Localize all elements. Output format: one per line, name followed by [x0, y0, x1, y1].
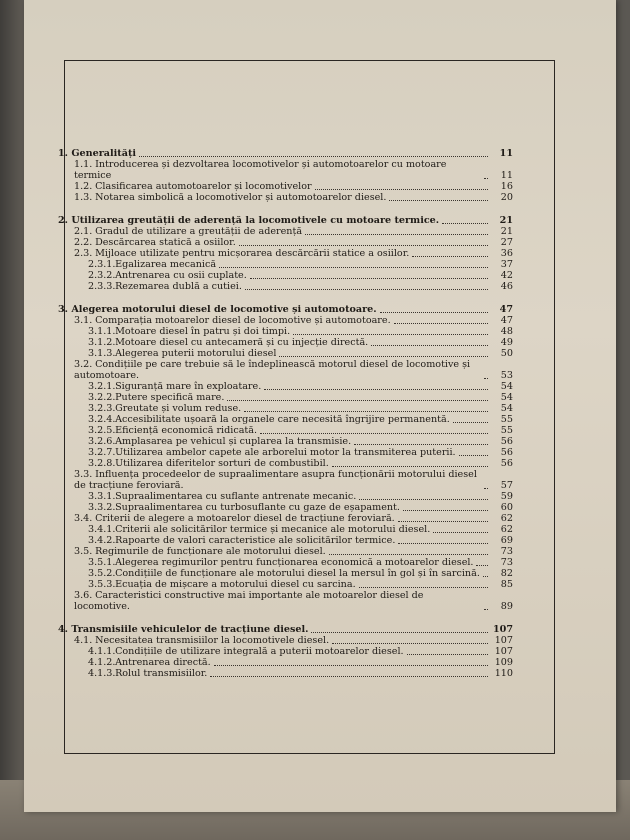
toc-entry-title	[74, 513, 395, 524]
toc-entry-number: 2.	[58, 215, 69, 226]
toc-entry-title-text: Condițiile pe care trebuie să le îndeplinească motorul diesel de locomotive și automotoare.	[74, 359, 471, 381]
toc-entry-s4_1_3[interactable]	[58, 668, 513, 679]
dot-leader	[484, 378, 488, 379]
toc-page-number: 62	[500, 524, 513, 535]
toc-entry-title-text: Antrenarea cu osii cuplate.	[115, 270, 247, 281]
toc-entry-number: 3.5.	[74, 546, 93, 557]
toc-entry-number: 3.4.	[74, 513, 93, 524]
toc-page-number: 85	[500, 579, 513, 590]
toc-entry-title	[88, 579, 356, 590]
toc-entry-number: 3.1.2.	[88, 337, 116, 348]
toc-entry-s3_2_7[interactable]	[58, 447, 513, 458]
toc-entry-title	[74, 315, 391, 326]
toc-entry-title-text: Greutate și volum reduse.	[115, 403, 242, 414]
toc-page-number: 54	[500, 403, 513, 414]
toc-entry-s3_6[interactable]	[58, 590, 513, 612]
dot-leader	[214, 665, 488, 666]
toc-entry-s3_4_2[interactable]	[58, 535, 513, 546]
toc-entry-s3_4[interactable]	[58, 513, 513, 524]
dot-leader	[359, 499, 488, 500]
chapter-spacer	[58, 612, 513, 618]
toc-entry-c3[interactable]	[58, 304, 513, 315]
toc-entry-title-text: Supraalimentarea cu turbosuflante cu gaze de eșapament.	[115, 502, 400, 513]
toc-page-number: 21	[499, 215, 513, 226]
toc-entry-title	[88, 259, 216, 270]
dot-leader	[433, 532, 488, 533]
toc-entry-title-text: Mijloace utilizate pentru micșorarea descărcării statice a osiilor.	[95, 248, 410, 259]
toc-entry-s4_1[interactable]	[58, 635, 513, 646]
toc-entry-title-text: Necesitatea transmisiilor la locomotivele diesel.	[95, 635, 330, 646]
toc-entry-number: 3.5.2.	[88, 568, 116, 579]
toc-entry-number: 3.1.	[74, 315, 93, 326]
toc-entry-s4_1_2[interactable]	[58, 657, 513, 668]
toc-entry-number: 2.3.3.	[88, 281, 116, 292]
toc-entry-s3_5_3[interactable]	[58, 579, 513, 590]
toc-entry-s1_3[interactable]	[58, 192, 513, 203]
toc-entry-s2_3_3[interactable]	[58, 281, 513, 292]
toc-entry-title-text: Antrenarea directă.	[115, 657, 211, 668]
toc-entry-title	[88, 381, 261, 392]
toc-entry-title-text: Caracteristici constructive mai importante ale motoarelor diesel de locomotive.	[74, 590, 424, 612]
toc-entry-number: 3.5.3.	[88, 579, 116, 590]
toc-page-number: 107	[494, 635, 513, 646]
chapter-spacer	[58, 292, 513, 298]
toc-entry-number: 3.3.1.	[88, 491, 116, 502]
toc-entry-number: 4.	[58, 624, 69, 635]
toc-entry-number: 3.2.6.	[88, 436, 116, 447]
toc-entry-number: 3.2.4.	[88, 414, 116, 425]
toc-entry-number: 4.1.	[74, 635, 93, 646]
toc-entry-title-text: Ecuația de mișcare a motorului diesel cu sarcina.	[115, 579, 356, 590]
toc-entry-title	[74, 590, 481, 612]
toc-entry-title	[58, 304, 377, 315]
toc-entry-title-text: Rolul transmisiilor.	[115, 668, 208, 679]
toc-entry-number: 1.3.	[74, 192, 93, 203]
toc-entry-s2_3_2[interactable]	[58, 270, 513, 281]
toc-entry-s3_4_1[interactable]	[58, 524, 513, 535]
table-of-contents	[58, 148, 513, 679]
dot-leader	[442, 223, 488, 224]
toc-entry-title	[74, 237, 236, 248]
dot-leader	[329, 554, 488, 555]
toc-entry-title-text: Utilizarea ambelor capete ale arborelui motor la transmiterea puterii.	[115, 447, 456, 458]
dot-leader	[484, 609, 488, 610]
toc-entry-number: 3.	[58, 304, 69, 315]
toc-entry-title	[88, 447, 456, 458]
toc-entry-number: 3.3.	[74, 469, 93, 480]
toc-entry-s2_3[interactable]	[58, 248, 513, 259]
toc-entry-title	[74, 159, 481, 181]
toc-entry-s3_2_2[interactable]	[58, 392, 513, 403]
dot-leader	[380, 312, 488, 313]
toc-entry-title	[88, 668, 207, 679]
toc-entry-title-text: Transmisiile vehiculelor de tracțiune diesel.	[71, 624, 309, 635]
toc-entry-number: 3.2.8.	[88, 458, 116, 469]
toc-page-number: 59	[500, 491, 513, 502]
toc-entry-title	[88, 403, 241, 414]
dot-leader	[354, 444, 488, 445]
toc-entry-c2[interactable]	[58, 215, 513, 226]
toc-entry-title	[88, 458, 329, 469]
toc-entry-number: 3.2.3.	[88, 403, 116, 414]
toc-entry-number: 2.2.	[74, 237, 93, 248]
toc-entry-title	[88, 270, 247, 281]
toc-entry-title	[74, 546, 326, 557]
dot-leader	[245, 289, 488, 290]
toc-entry-title	[58, 624, 308, 635]
toc-page-number: 62	[500, 513, 513, 524]
toc-page-number: 89	[500, 601, 513, 612]
toc-entry-title	[88, 326, 290, 337]
toc-page-number: 42	[500, 270, 513, 281]
toc-entry-title-text: Motoare diesel cu antecameră și cu injecție directă.	[115, 337, 369, 348]
toc-entry-number: 3.6.	[74, 590, 93, 601]
toc-page-number: 57	[500, 480, 513, 491]
toc-entry-title-text: Introducerea și dezvoltarea locomotivelor și automotoarelor cu motoare termice	[74, 159, 447, 181]
toc-entry-title-text: Rapoarte de valori caracteristice ale solicitărilor termice.	[115, 535, 396, 546]
toc-entry-title-text: Condițiile de utilizare integrală a puterii motoarelor diesel.	[115, 646, 404, 657]
dot-leader	[332, 466, 488, 467]
toc-entry-title-text: Utilizarea diferitelor sorturi de combustibil.	[115, 458, 329, 469]
toc-entry-number: 2.3.	[74, 248, 93, 259]
toc-page-number: 36	[500, 248, 513, 259]
toc-entry-title	[88, 425, 257, 436]
toc-entry-s3_5_1[interactable]	[58, 557, 513, 568]
dot-leader	[315, 189, 488, 190]
dot-leader	[407, 654, 488, 655]
toc-entry-number: 3.4.2.	[88, 535, 116, 546]
toc-page-number: 46	[500, 281, 513, 292]
toc-entry-title-text: Rezemarea dublă a cutiei.	[115, 281, 242, 292]
toc-entry-title-text: Eficiență economică ridicată.	[115, 425, 258, 436]
toc-entry-number: 2.1.	[74, 226, 93, 237]
toc-page-number: 16	[500, 181, 513, 192]
toc-page-number: 82	[500, 568, 513, 579]
toc-entry-s3_3[interactable]	[58, 469, 513, 491]
toc-entry-title-text: Clasificarea automotoarelor și locomotivelor	[95, 181, 312, 192]
dot-leader	[403, 510, 488, 511]
toc-entry-title-text: Generalități	[71, 148, 137, 159]
toc-entry-number: 1.2.	[74, 181, 93, 192]
toc-entry-s4_1_1[interactable]	[58, 646, 513, 657]
toc-entry-s3_5[interactable]	[58, 546, 513, 557]
dot-leader	[483, 576, 488, 577]
toc-entry-number: 3.5.1.	[88, 557, 116, 568]
toc-entry-title	[58, 148, 136, 159]
toc-page-number: 56	[500, 458, 513, 469]
toc-entry-title	[88, 524, 430, 535]
dot-leader	[398, 521, 488, 522]
toc-entry-title	[88, 281, 242, 292]
toc-entry-number: 3.2.7.	[88, 447, 116, 458]
toc-entry-title	[58, 215, 439, 226]
toc-page-number: 56	[500, 436, 513, 447]
dot-leader	[394, 323, 488, 324]
toc-page-number: 48	[500, 326, 513, 337]
toc-page-number: 110	[494, 668, 513, 679]
toc-page-number: 21	[500, 226, 513, 237]
toc-entry-title-text: Gradul de utilizare a greutății de aderență	[95, 226, 303, 237]
toc-entry-title-text: Alegerea motorului diesel de locomotive și automotoare.	[71, 304, 377, 315]
toc-entry-number: 4.1.1.	[88, 646, 116, 657]
toc-page-number: 107	[494, 646, 513, 657]
toc-page-number: 53	[500, 370, 513, 381]
toc-entry-number: 3.4.1.	[88, 524, 116, 535]
toc-entry-number: 1.1.	[74, 159, 93, 170]
toc-entry-title-text: Descărcarea statică a osiilor.	[95, 237, 236, 248]
toc-entry-title	[88, 657, 211, 668]
dot-leader	[412, 256, 488, 257]
toc-entry-c1[interactable]	[58, 148, 513, 159]
toc-entry-title-text: Accesibilitate ușoară la organele care necesită îngrijire permanentă.	[115, 414, 450, 425]
toc-entry-title	[88, 557, 473, 568]
toc-entry-s3_2_5[interactable]	[58, 425, 513, 436]
toc-entry-s3_3_1[interactable]	[58, 491, 513, 502]
dot-leader	[359, 587, 488, 588]
toc-entry-s3_3_2[interactable]	[58, 502, 513, 513]
toc-entry-title-text: Alegerea regimurilor pentru funcționarea economică a motoarelor diesel.	[115, 557, 474, 568]
dot-leader	[227, 400, 488, 401]
toc-page-number: 54	[500, 381, 513, 392]
toc-entry-number: 3.2.1.	[88, 381, 116, 392]
chapter-spacer	[58, 203, 513, 209]
toc-entry-title	[88, 414, 450, 425]
toc-entry-title-text: Egalizarea mecanică	[115, 259, 217, 270]
toc-entry-title	[74, 192, 386, 203]
toc-entry-number: 3.1.1.	[88, 326, 116, 337]
toc-entry-s1_1[interactable]	[58, 159, 513, 181]
toc-page-number: 55	[500, 425, 513, 436]
toc-entry-number: 4.1.2.	[88, 657, 116, 668]
toc-entry-title	[74, 635, 329, 646]
dot-leader	[311, 632, 488, 633]
toc-entry-title-text: Criterii de alegere a motoarelor diesel de tracțiune feroviară.	[95, 513, 395, 524]
toc-page-number: 49	[500, 337, 513, 348]
toc-page-number: 47	[499, 304, 513, 315]
toc-entry-title	[88, 436, 351, 447]
toc-entry-title	[88, 337, 368, 348]
dot-leader	[476, 565, 488, 566]
toc-entry-title	[74, 226, 302, 237]
dot-leader	[293, 334, 488, 335]
dot-leader	[389, 200, 488, 201]
toc-entry-s3_2_4[interactable]	[58, 414, 513, 425]
toc-entry-title	[88, 646, 404, 657]
dot-leader	[139, 156, 488, 157]
toc-entry-s2_2[interactable]	[58, 237, 513, 248]
dot-leader	[264, 389, 488, 390]
toc-entry-title-text: Alegerea puterii motorului diesel	[115, 348, 277, 359]
toc-page-number: 107	[492, 624, 513, 635]
dot-leader	[239, 245, 488, 246]
dot-leader	[210, 676, 488, 677]
toc-entry-number: 2.3.1.	[88, 259, 116, 270]
toc-page-number: 56	[500, 447, 513, 458]
toc-page-number: 50	[500, 348, 513, 359]
toc-entry-title	[88, 502, 400, 513]
toc-entry-title-text: Motoare diesel în patru și doi timpi.	[115, 326, 291, 337]
toc-entry-title-text: Influența procedeelor de supraalimentare asupra funcționării motorului diesel de tracțiune feroviară.	[74, 469, 477, 491]
toc-entry-title-text: Comparația motoarelor diesel de locomotive și automotoare.	[95, 315, 391, 326]
toc-entry-number: 3.2.5.	[88, 425, 116, 436]
toc-entry-title	[74, 359, 481, 381]
toc-entry-title	[88, 392, 224, 403]
toc-page-number: 54	[500, 392, 513, 403]
toc-entry-number: 3.2.2.	[88, 392, 116, 403]
toc-entry-title	[88, 348, 276, 359]
dot-leader	[484, 488, 488, 489]
toc-entry-number: 4.1.3.	[88, 668, 116, 679]
toc-entry-s3_1_1[interactable]	[58, 326, 513, 337]
dot-leader	[250, 278, 488, 279]
toc-entry-title	[88, 568, 480, 579]
toc-entry-number: 1.	[58, 148, 69, 159]
toc-entry-title	[74, 248, 409, 259]
toc-entry-title-text: Notarea simbolică a locomotivelor și automotoarelor diesel.	[95, 192, 387, 203]
toc-entry-number: 3.2.	[74, 359, 93, 370]
dot-leader	[484, 178, 488, 179]
dot-leader	[219, 267, 488, 268]
toc-page-number: 73	[500, 557, 513, 568]
toc-entry-title	[74, 181, 312, 192]
toc-page-number: 73	[500, 546, 513, 557]
toc-entry-s1_2[interactable]	[58, 181, 513, 192]
toc-page-number: 47	[500, 315, 513, 326]
toc-entry-number: 2.3.2.	[88, 270, 116, 281]
toc-page-number: 60	[500, 502, 513, 513]
toc-entry-s3_1[interactable]	[58, 315, 513, 326]
toc-page-number: 109	[494, 657, 513, 668]
toc-entry-s3_2_3[interactable]	[58, 403, 513, 414]
dot-leader	[332, 643, 488, 644]
toc-entry-title-text: Condițiile de funcționare ale motorului diesel la mersul în gol și în sarcină.	[115, 568, 480, 579]
toc-page-number: 20	[500, 192, 513, 203]
toc-entry-s3_5_2[interactable]	[58, 568, 513, 579]
dot-leader	[453, 422, 488, 423]
toc-entry-s3_2_1[interactable]	[58, 381, 513, 392]
toc-entry-title-text: Siguranță mare în exploatare.	[115, 381, 262, 392]
toc-entry-s3_2_8[interactable]	[58, 458, 513, 469]
dot-leader	[398, 543, 488, 544]
dot-leader	[260, 433, 488, 434]
toc-page-number: 27	[500, 237, 513, 248]
dot-leader	[305, 234, 488, 235]
dot-leader	[279, 356, 488, 357]
toc-entry-title-text: Criterii ale solicitărilor termice și mecanice ale motorului diesel.	[115, 524, 431, 535]
toc-entry-title	[88, 535, 395, 546]
toc-page-number: 69	[500, 535, 513, 546]
dot-leader	[244, 411, 488, 412]
toc-page-number: 11	[499, 148, 513, 159]
toc-entry-s3_2_6[interactable]	[58, 436, 513, 447]
toc-entry-c4[interactable]	[58, 624, 513, 635]
toc-entry-title-text: Utilizarea greutății de aderență la locomotivele cu motoare termice.	[71, 215, 440, 226]
toc-entry-title	[74, 469, 481, 491]
toc-page-number: 11	[500, 170, 513, 181]
toc-entry-title-text: Regimurile de funcționare ale motorului diesel.	[95, 546, 326, 557]
toc-entry-number: 3.3.2.	[88, 502, 116, 513]
toc-entry-s3_1_3[interactable]	[58, 348, 513, 359]
dot-leader	[459, 455, 488, 456]
toc-entry-title-text: Supraalimentarea cu suflante antrenate mecanic.	[115, 491, 357, 502]
toc-entry-s3_1_2[interactable]	[58, 337, 513, 348]
toc-entry-title-text: Putere specifică mare.	[115, 392, 225, 403]
toc-entry-s2_3_1[interactable]	[58, 259, 513, 270]
toc-page-number: 37	[500, 259, 513, 270]
dot-leader	[371, 345, 488, 346]
toc-entry-s2_1[interactable]	[58, 226, 513, 237]
toc-entry-number: 3.1.3.	[88, 348, 116, 359]
toc-entry-title	[88, 491, 356, 502]
toc-entry-s3_2[interactable]	[58, 359, 513, 381]
toc-page-number: 55	[500, 414, 513, 425]
toc-entry-title-text: Amplasarea pe vehicul și cuplarea la transmisie.	[115, 436, 352, 447]
